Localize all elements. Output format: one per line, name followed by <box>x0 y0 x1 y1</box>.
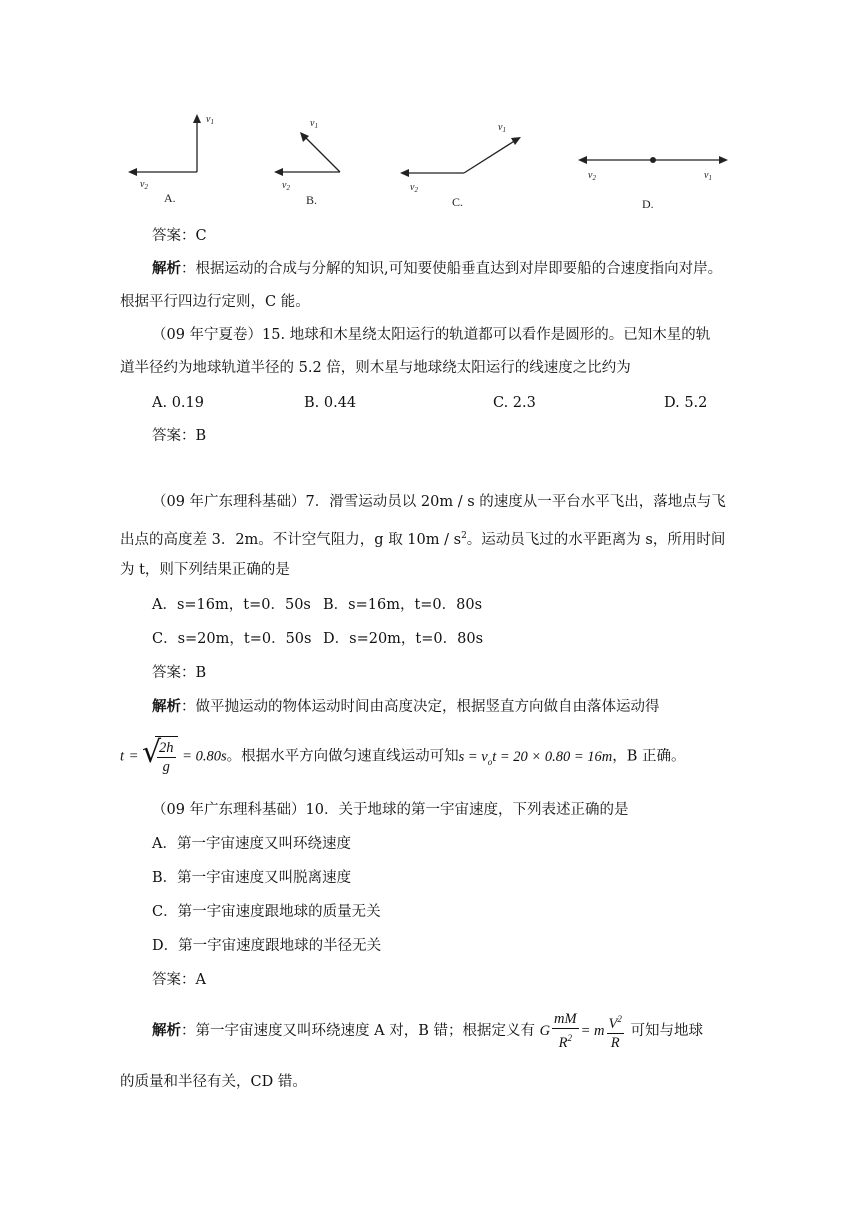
q7-formula-line: t = √ $\frac{2h}{g}$ = 0.80s。根据水平方向做匀速直线运动可知$s = v_ot = 20 \times 0.80 = 16m$，B 正确。 <box>120 736 685 781</box>
svg-text:v1: $v_1$ <box>498 122 506 134</box>
figure-b <box>270 108 370 212</box>
q14-analysis: 解析：根据运动的合成与分解的知识,可知要使船垂直达到对岸即要船的合速度指向对岸。 <box>152 260 723 277</box>
q7-option-a: A．s=16m，t=0．50s <box>152 597 311 613</box>
figure-b-v1-label: v <box>310 118 315 129</box>
figure-b-v2-label: v <box>282 180 287 191</box>
q15-stem-line2: 道半径约为地球轨道半径的 5.2 倍，则木星与地球绕太阳运行的线速度之比约为 <box>120 360 631 376</box>
q10-option-b: B．第一宇宙速度又叫脱离速度 <box>152 870 352 886</box>
q7-option-b: B．s=16m，t=0．80s <box>323 597 483 613</box>
figure-d-v1-label: v <box>704 170 709 181</box>
q10-answer: 答案：A <box>152 972 206 988</box>
q15-option-a: A. 0.19 <box>152 395 204 411</box>
figure-d <box>574 108 734 212</box>
q14-answer: 答案：C <box>152 228 207 244</box>
q7-stem-line3: 为 t，则下列结果正确的是 <box>120 562 290 578</box>
q10-option-c: C．第一宇宙速度跟地球的质量无关 <box>152 904 381 920</box>
q7-option-d: D．s=20m，t=0．80s <box>323 631 484 647</box>
svg-text:v2: $v_2$ <box>140 179 148 191</box>
figure-a-caption: A. <box>164 191 176 205</box>
q10-stem: （09 年广东理科基础）10．关于地球的第一宇宙速度，下列表述正确的是 <box>152 802 629 818</box>
q7-answer: 答案：B <box>152 665 207 681</box>
figure-d-v2-label: v <box>588 170 593 181</box>
sqrt-expression: √ $\frac{2h}{g}$ <box>155 736 178 777</box>
svg-text:v1: $v_1$ <box>310 118 318 130</box>
q15-stem-line1: （09 年宁夏卷）15. 地球和木星绕太阳运行的轨道都可以看作是圆形的。已知木星的轨 <box>152 327 711 343</box>
q7-analysis: 解析：做平抛运动的物体运动时间由高度决定，根据竖直方向做自由落体运动得 <box>152 698 660 715</box>
q7-stem-line1: （09 年广东理科基础）7．滑雪运动员以 20m / s 的速度从一平台水平飞出，落地点与飞 <box>152 494 726 510</box>
q7-stem-line2: 出点的高度差 3．2m。不计空气阻力，g 取 $10m / s^2$。运动员飞过的水平距离为 s，所用时间 <box>120 531 726 548</box>
q7-option-c: C．s=20m，t=0．50s <box>152 631 312 647</box>
analysis-label: 解析 <box>152 260 181 277</box>
formula-t: t <box>120 748 125 765</box>
svg-text:v2: $v_2$ <box>588 170 596 182</box>
figure-a-v1-label: v <box>206 114 211 125</box>
q10-option-d: D．第一宇宙速度跟地球的半径无关 <box>152 938 382 954</box>
svg-text:v1: $v_1$ <box>206 114 214 126</box>
svg-text:v2: $v_2$ <box>410 182 418 194</box>
figure-b-caption: B. <box>306 193 318 207</box>
q14-analysis-line2: 根据平行四边行定则，C 能。 <box>120 294 310 310</box>
figure-a <box>122 108 232 212</box>
figure-a-v2-label: v <box>140 179 145 190</box>
formula-s: $s = v_ot = 20 \times 0.80 = 16m$ <box>458 748 613 767</box>
q10-analysis: 解析：第一宇宙速度又叫环绕速度 A 对，B 错；根据定义有 G $\frac{mM}{R^2}$ = m $\frac{V^2}{R}$ 可知与地球 <box>152 1011 703 1051</box>
q15-option-d: D. 5.2 <box>664 395 708 411</box>
figure-c-v2-label: v <box>410 182 415 193</box>
svg-text:v2: $v_2$ <box>282 180 290 192</box>
figure-d-caption: D. <box>642 197 654 211</box>
svg-text:v1: $v_1$ <box>704 170 712 182</box>
formula-result: = 0.80s <box>182 748 227 765</box>
q10-option-a: A．第一宇宙速度又叫环绕速度 <box>152 836 351 852</box>
figure-c-caption: C. <box>452 195 464 209</box>
q15-option-b: B. 0.44 <box>304 395 357 411</box>
q15-option-c: C. 2.3 <box>493 395 536 411</box>
q15-answer: 答案：B <box>152 428 207 444</box>
figure-c-v1-label: v <box>498 122 503 133</box>
figure-c <box>396 108 536 212</box>
q10-analysis-line2: 的质量和半径有关，CD 错。 <box>120 1074 307 1090</box>
